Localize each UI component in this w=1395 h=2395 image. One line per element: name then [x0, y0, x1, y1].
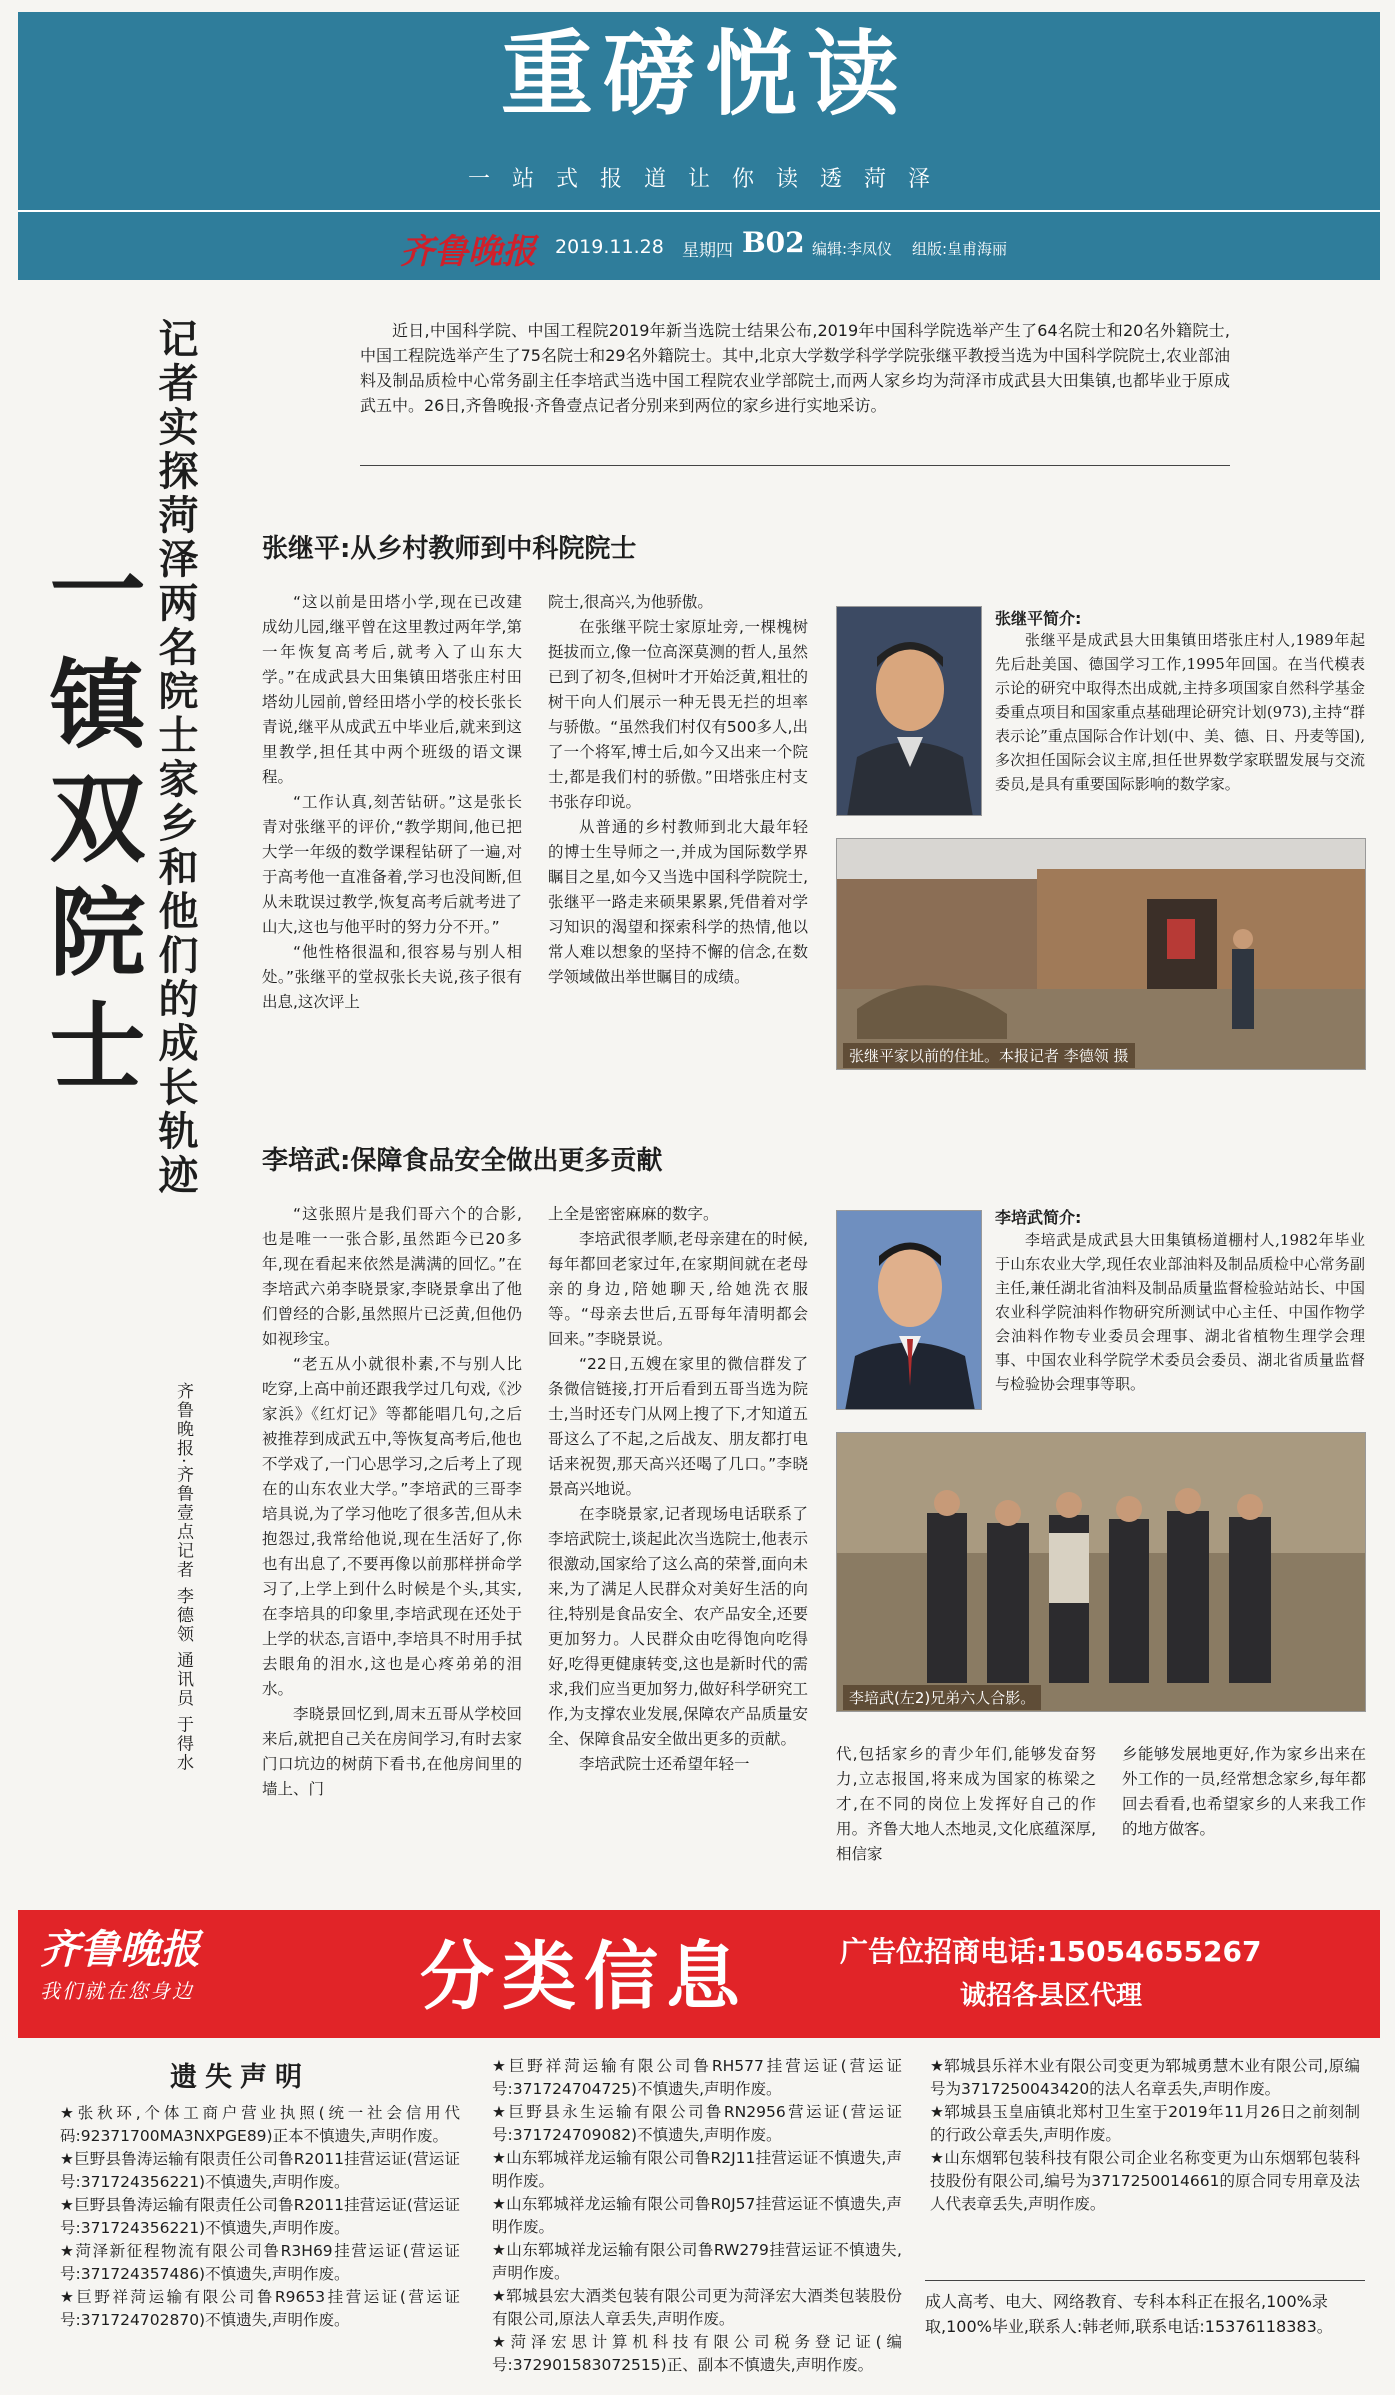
li-photo-caption: 李培武(左2)兄弟六人合影。: [843, 1685, 1041, 1710]
article-paragraph: 李培武很孝顺,老母亲建在的时候,每年都回老家过年,在家期间就在老母亲的身边,陪她聊天,给她洗衣服等。“母亲去世后,五哥每年清明都会回来。”李晓景说。: [548, 1230, 808, 1348]
issue-date: 2019.11.28: [555, 236, 664, 258]
notice-item: ★张秋环,个体工商户营业执照(统一社会信用代码:92371700MA3NXPGE89)正本不慎遗失,声明作废。: [60, 2104, 460, 2145]
byline: 齐鲁晚报·齐鲁壹点记者 李德领 通讯员 于得水: [173, 1382, 193, 1773]
notice-item: ★巨野祥菏运输有限公司鲁RH577挂营运证(营运证号:371724704725)不慎遗失,声明作废。: [492, 2057, 902, 2098]
li-portrait: [836, 1210, 982, 1410]
notice-column-2: [492, 2055, 902, 2377]
article-paragraph: “工作认真,刻苦钻研。”这是张长青对张继平的评价,“教学期间,他已把大学一年级的数学课程钻研了一遍,对于高考他一直准备着,学习也没间断,但从未耽误过教学,恢复高考后就考进了山大,这也与他平时的努力分不开。”: [262, 793, 522, 936]
article-paragraph: 上全是密密麻麻的数字。: [548, 1205, 719, 1223]
portrait-figure-icon: [837, 607, 982, 816]
issue-weekday: 星期四: [682, 241, 733, 261]
notice-column-3: [930, 2055, 1360, 2216]
masthead-slogan: 一站式报道让你读透菏泽: [467, 167, 952, 192]
classified-title: 分类信息: [420, 1934, 748, 2020]
notice-item: ★山东郓城祥龙运输有限公司鲁RW279挂营运证不慎遗失,声明作废。: [492, 2241, 902, 2282]
li-column-2: [548, 1202, 808, 1777]
article-paragraph: “老五从小就很朴素,不与别人比吃穿,上高中前还跟我学过几句戏,《沙家浜》《红灯记》等都能唱几句,之后被推荐到成武五中,等恢复高考后,他也不学戏了,一门心思学习,之后考上了现在的山东农业大学。”李培武的三哥李培具说,为了学习他吃了很多苦,但从未抱怨过,我常给他说,现在生活好了,你也有出息了,不要再像以前那样拼命学习了,上学上到什么时候是个头,其实,在李培具的印象里,李培武现在还处于上学的状态,言语中,李培具不时用手拭去眼角的泪水,这也是心疼弟弟的泪水。: [262, 1355, 522, 1698]
masthead-divider: [18, 210, 1380, 212]
lede-divider: [360, 465, 1230, 466]
page-number: B02: [742, 226, 805, 259]
notice-item: ★菏泽宏思计算机科技有限公司税务登记证(编号:372901583072515)正、副本不慎遗失,声明作废。: [492, 2333, 902, 2374]
notice-item: ★菏泽新征程物流有限公司鲁R3H69挂营运证(营运证号:371724357486)不慎遗失,声明作废。: [60, 2242, 460, 2283]
li-bio: 李培武是成武县大田集镇杨道棚村人,1982年毕业于山东农业大学,现任农业部油料及制品质检中心常务副主任,兼任湖北省油料及制品质量监督检验站站长、中国农业科学院油料作物研究所测试中心主任、中国作物学会油料作物专业委员会理事、湖北省植物生理学会理事、中国农业科学院学术委员会委员、湖北省质量监督与检验协会理事等职。: [995, 1231, 1365, 1393]
notice-item: ★巨野祥菏运输有限公司鲁R9653挂营运证(营运证号:371724702870)不慎遗失,声明作废。: [60, 2288, 460, 2329]
section-heading-zhang: 张继平:从乡村教师到中科院院士: [262, 534, 637, 564]
article-paragraph: “22日,五嫂在家里的微信群发了条微信链接,打开后看到五哥当选为院士,当时还专门从网上搜了下,才知道五哥这么了不起,之后战友、朋友都打电话来祝贺,那天高兴还喝了几口。”李晓景高兴地说。: [548, 1355, 808, 1498]
notice-item: ★郓城县乐祥木业有限公司变更为郓城勇慧木业有限公司,原编号为371725004342​0的法人名章丢失,声明作废。: [930, 2057, 1360, 2098]
zhang-bio: 张继平是成武县大田集镇田塔张庄村人,1989年起先后赴美国、德国学习工作,1995年回国。在当代模表示论的研究中取得杰出成就,主持多项国家自然科学基金委重点项目和国家重点基础理论研究计划(973),主持“群表示论”重点国际合作计划(中、美、德、日、丹麦等国),多次担任国际会议主席,担任世界数学家联盟发展与交流委员,是具有重要国际影响的数学家。: [995, 631, 1365, 793]
li-bio-heading: 李培武简介:: [995, 1208, 1082, 1227]
zhang-column-1: [262, 590, 522, 1015]
article-paragraph: 李晓景回忆到,周末五哥从学校回来后,就把自己关在房间学习,有时去家门口坑边的树荫下看书,在他房间里的墙上、门: [262, 1705, 522, 1798]
article-paragraph: 院士,很高兴,为他骄傲。: [548, 593, 713, 611]
li-column-1: [262, 1202, 522, 1802]
zhang-house-photo: [836, 838, 1366, 1070]
notice-item: ★巨野县永生运输有限公司鲁RN2956营运证(营运证号:371724709082)不慎遗失,声明作废。: [492, 2103, 902, 2144]
zhang-column-2: [548, 590, 808, 990]
notice-column-1: [60, 2102, 460, 2332]
portrait-figure-icon: [837, 1211, 982, 1410]
notice-item: ★山东郓城祥龙运输有限公司鲁R0J57挂营运证不慎遗失,声明作废。: [492, 2195, 902, 2236]
education-ad: 成人高考、电大、网络教育、专科本科正在报名,100%录取,100%毕业,联系人:韩老师,联系电话:15376118383。: [925, 2280, 1365, 2380]
notice-item: ★巨野县鲁涛运输有限责任公司鲁R2011挂营运证(营运证号:371724356221)不慎遗失,声明作废。: [60, 2196, 460, 2237]
editor-credit: 编辑:李凤仪: [812, 240, 893, 258]
article-paragraph: 在张继平院士家原址旁,一棵槐树挺拔而立,像一位高深莫测的哲人,虽然已到了初冬,但树叶才开始泛黄,粗壮的树干向人们展示一种无畏无拦的坦率与骄傲。“虽然我们村仅有500多人,出了一个将军,博士后,如今又出来一个院士,都是我们村的骄傲。”田塔张庄村支书张存印说。: [548, 618, 808, 811]
lede-paragraph: 近日,中国科学院、中国工程院2019年新当选院士结果公布,2019年中国科学院选举产生了64名院士和20名外籍院士,中国工程院选举产生了75名院士和29名外籍院士。其中,北京大学数学科学学院张继平教授当选为中国科学院院士,农业部油料及制品质检中心常务副主任李培武当选中国工程院农业学部院士,而两人家乡均为菏泽市成武县大田集镇,也都毕业于原成武五中。26日,齐鲁晚报·齐鲁壹点记者分别来到两位的家乡进行实地采访。: [360, 321, 1230, 415]
li-column-3: [836, 1742, 1096, 1867]
article-paragraph: 乡能够发展地更好,作为家乡出来在外工作的一员,经常想念家乡,每年都回去看看,也希望家乡的人来我工作的地方做客。: [1122, 1745, 1366, 1838]
classified-logo: 齐鲁晚报: [40, 1926, 200, 1973]
article-paragraph: 在李晓景家,记者现场电话联系了李培武院士,谈起此次当选院士,他表示很激动,国家给了这么高的荣誉,面向未来,为了满足人民群众对美好生活的向往,特别是食品安全、农产品安全,还要更加努力。人民群众由吃得饱向吃得好,吃得更健康转变,这也是新时代的需求,我们应当更加努力,做好科学研究工作,为支撑农业发展,保障农产品质量安全、保障食品安全做出更多的贡献。: [548, 1505, 808, 1748]
article-paragraph: “他性格很温和,很容易与别人相处。”张继平的堂叔张长夫说,孩子很有出息,这次评上: [262, 943, 522, 1011]
zhang-photo-caption: 张继平家以前的住址。本报记者 李德领 摄: [843, 1043, 1135, 1068]
sub-headline: 记者实探菏泽两名院士家乡和他们的成长轨迹: [152, 318, 198, 1198]
article-paragraph: 从普通的乡村教师到北大最年轻的博士生导师之一,并成为国际数学界瞩目之星,如今又当选中国科学院院士,张继平一路走来硕果累累,凭借着对学习知识的渴望和探索科学的热情,他以常人难以想象的坚持不懈的信念,在数学领域做出举世瞩目的成绩。: [548, 818, 808, 986]
main-headline: 一镇双院士: [34, 540, 146, 1110]
notice-item: ★郓城县宏大酒类包装有限公司更为菏泽宏大酒类包装股份有限公司,原法人章丢失,声明作废。: [492, 2287, 902, 2328]
article-paragraph: 李培武院士还希望年轻一: [579, 1755, 750, 1773]
li-column-4: [1122, 1742, 1366, 1842]
zhang-portrait: [836, 606, 982, 816]
house-scene-icon: [837, 839, 1366, 1070]
newspaper-logo: 齐鲁晚报: [400, 232, 536, 272]
masthead-title: 重磅悦读: [500, 21, 909, 128]
notice-item: ★山东烟郓包装科技有限公司企业名称变更为山东烟郓包装科技股份有限公司,编号为371725001466​1的原合同专用章及法人代表章丢失,声明作废。: [930, 2149, 1360, 2213]
notice-title: 遗失声明: [170, 2062, 310, 2093]
layout-credit: 组版:皇甫海丽: [912, 240, 1008, 258]
group-photo-icon: [837, 1433, 1366, 1712]
notice-item: ★郓城县玉皇庙镇北郑村卫生室于2019年11月26日之前刻制的行政公章丢失,声明作废。: [930, 2103, 1360, 2144]
classified-phone: 广告位招商电话:15054655267: [840, 1935, 1262, 1968]
classified-motto: 我们就在您身边: [40, 1979, 194, 2003]
notice-item: ★山东郓城祥龙运输有限公司鲁R2J11挂营运证不慎遗失,声明作废。: [492, 2149, 902, 2190]
article-paragraph: “这以前是田塔小学,现在已改建成幼儿园,继平曾在这里教过两年学,第一年恢复高考后,就考入了山东大学。”在成武县大田集镇田塔张庄村田塔幼儿园前,曾经田塔小学的校长张长青说,继平从成武五中毕业后,就来到这里教学,担任其中两个班级的语文课程。: [262, 593, 522, 786]
li-brothers-photo: [836, 1432, 1366, 1712]
notice-item: ★巨野县鲁涛运输有限责任公司鲁R2011挂营运证(营运证号:371724356221)不慎遗失,声明作废。: [60, 2150, 460, 2191]
classified-agent: 诚招各县区代理: [960, 1981, 1143, 2011]
zhang-bio-heading: 张继平简介:: [995, 609, 1082, 628]
section-heading-li: 李培武:保障食品安全做出更多贡献: [262, 1146, 663, 1176]
article-paragraph: “这张照片是我们哥六个的合影,也是唯一一张合影,虽然距今已20多年,现在看起来依然是满满的回忆。”在李培武六弟李晓景家,李晓景拿出了他们曾经的合影,虽然照片已泛黄,但他仍如视珍宝。: [262, 1205, 522, 1348]
article-paragraph: 代,包括家乡的青少年们,能够发奋努力,立志报国,将来成为国家的栋梁之才,在不同的岗位上发挥好自己的作用。齐鲁大地人杰地灵,文化底蕴深厚,相信家: [836, 1745, 1096, 1863]
